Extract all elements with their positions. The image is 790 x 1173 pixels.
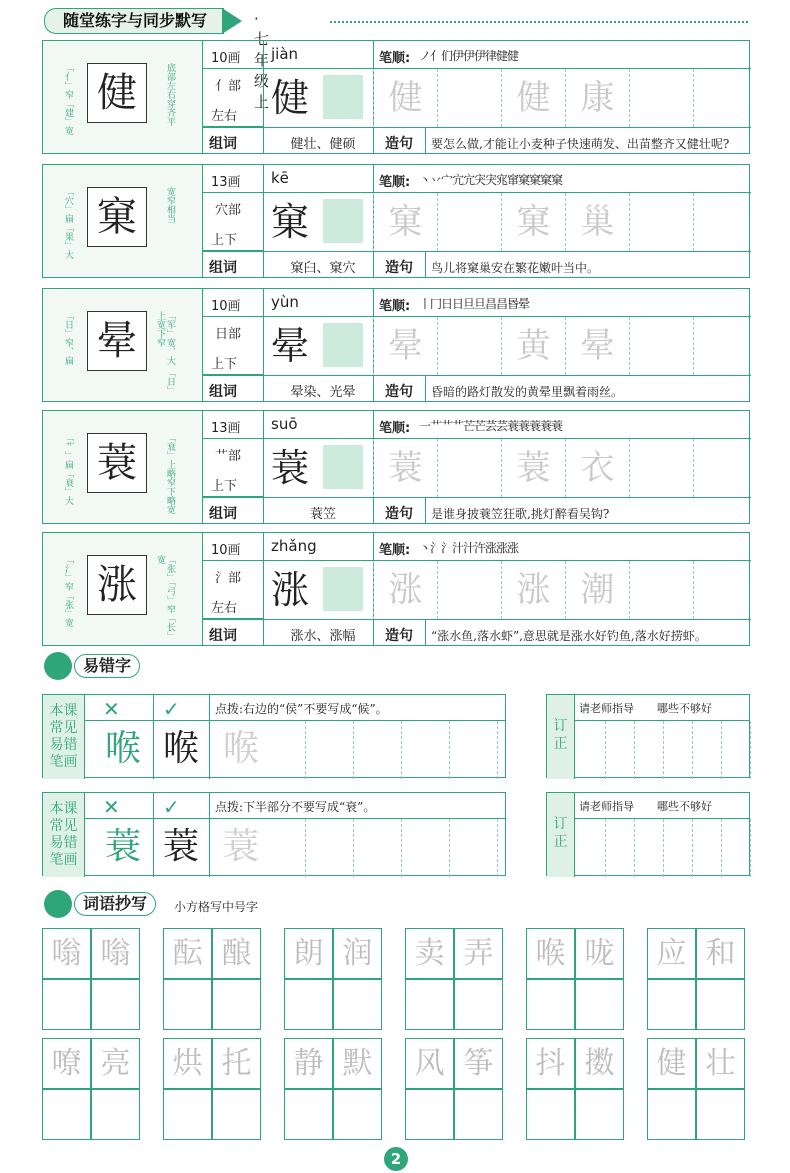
sentence: 是谁身披蓑笠狂歌,挑灯醉看吴钩?	[431, 507, 610, 521]
header-divider	[330, 21, 748, 23]
side-hint-right: 底部左右穿齐平	[165, 63, 175, 126]
copy-blank[interactable]	[405, 1089, 454, 1140]
page-number: 2	[384, 1147, 408, 1171]
practice-cell[interactable]	[693, 69, 751, 127]
copy-blank[interactable]	[212, 1089, 261, 1140]
order-label: 笔顺:	[379, 51, 411, 66]
sentence-label: 造句	[385, 136, 413, 152]
large-char: 晕	[271, 324, 310, 368]
copy-blank[interactable]	[526, 979, 575, 1030]
radical: 氵部	[215, 571, 242, 586]
error-tip: 点拨:下半部分不要写成“衰”。	[215, 800, 376, 814]
copy-char[interactable]: 嗡	[42, 928, 91, 979]
practice-cell[interactable]	[437, 439, 501, 497]
copy-blank[interactable]	[333, 979, 382, 1030]
copy-heading-label: 词语抄写	[74, 892, 156, 916]
copy-char[interactable]: 弄	[454, 928, 503, 979]
copy-blank[interactable]	[647, 1089, 696, 1140]
pinyin: zhǎng	[271, 537, 317, 555]
side-hint-right: 「衰」上略窄下略宽	[165, 433, 175, 514]
order-label: 笔顺:	[379, 543, 411, 558]
ask-teacher: 请老师指导	[579, 800, 634, 813]
practice-cell[interactable]	[693, 439, 751, 497]
copy-blank[interactable]	[696, 1089, 745, 1140]
title-arrow-icon	[222, 8, 242, 34]
ball-icon	[44, 890, 72, 918]
practice-cell[interactable]: 健	[373, 69, 437, 127]
sentence-label: 造句	[385, 506, 413, 522]
copy-char[interactable]: 酝	[163, 928, 212, 979]
copy-char[interactable]: 筝	[454, 1038, 503, 1089]
words: 涨水、涨幅	[290, 629, 356, 644]
structure: 上下	[211, 479, 238, 494]
practice-cell[interactable]: 涨	[373, 561, 437, 619]
copy-blank[interactable]	[647, 979, 696, 1030]
stroke-count: 10画	[211, 51, 241, 66]
ask-what: 哪些不够好	[657, 800, 712, 813]
copy-blank[interactable]	[42, 1089, 91, 1140]
copy-char[interactable]: 嗡	[91, 928, 140, 979]
copy-blank[interactable]	[212, 979, 261, 1030]
error-label: 本课常见易错笔画	[43, 793, 85, 877]
stroke-order: 丨冂日日旦旦昌昌昬晕	[419, 297, 530, 311]
practice-cell[interactable]: 黄	[501, 317, 565, 375]
pinyin: suō	[271, 415, 298, 433]
words: 窠臼、窠穴	[290, 261, 356, 276]
large-char: 涨	[271, 568, 310, 612]
copy-blank[interactable]	[284, 979, 333, 1030]
sentence-label: 造句	[385, 260, 413, 276]
copy-word-cell	[163, 928, 261, 1030]
copy-word-cell	[647, 1038, 745, 1140]
copy-word-cell	[405, 1038, 503, 1140]
side-hint-right: 「军」宽、大 「日」上宽下窄	[155, 311, 175, 395]
copy-char[interactable]: 健	[647, 1038, 696, 1089]
sentence: “涨水鱼,落水虾”,意思就是涨水好钓鱼,落水好捞虾。	[431, 629, 707, 643]
pinyin: kē	[271, 169, 289, 187]
check-mark-icon: ✓	[163, 697, 180, 721]
trace-shadow	[323, 323, 363, 367]
structure: 左右	[211, 601, 238, 616]
order-label: 笔顺:	[379, 421, 411, 436]
model-char: 涨	[87, 555, 147, 615]
sentence-label: 造句	[385, 628, 413, 644]
side-hint-left: 「艹」扁「衰」大	[63, 433, 73, 505]
large-char: 窠	[271, 200, 310, 244]
copy-char[interactable]: 卖	[405, 928, 454, 979]
large-char: 蓑	[271, 446, 310, 490]
copy-word-cell	[284, 1038, 382, 1140]
copy-word-cell	[526, 1038, 624, 1140]
trace-shadow	[323, 199, 363, 243]
practice-cell[interactable]	[693, 193, 751, 251]
practice-cell[interactable]	[629, 69, 693, 127]
copy-char[interactable]: 静	[284, 1038, 333, 1089]
copy-char[interactable]: 擞	[575, 1038, 624, 1089]
copy-char[interactable]: 默	[333, 1038, 382, 1089]
side-hint-left: 「亻」窄「建」宽	[63, 63, 73, 135]
copy-word-cell	[405, 928, 503, 1030]
side-hint-left: 「日」窄、扁	[63, 311, 73, 365]
practice-cell[interactable]	[437, 561, 501, 619]
practice-cell[interactable]: 窠	[373, 193, 437, 251]
radical: 穴部	[215, 203, 242, 218]
trace-shadow	[323, 567, 363, 611]
copy-char[interactable]: 和	[696, 928, 745, 979]
copy-blank[interactable]	[454, 1089, 503, 1140]
stroke-count: 13画	[211, 421, 241, 436]
copy-blank[interactable]	[163, 979, 212, 1030]
copy-char[interactable]: 朗	[284, 928, 333, 979]
stroke-order: 丶氵氵汁汁汻涨涨涨	[419, 541, 519, 555]
errors-heading-label: 易错字	[74, 654, 140, 678]
practice-cell[interactable]: 蓑	[501, 439, 565, 497]
ask-teacher: 请老师指导	[579, 702, 634, 715]
copy-char[interactable]: 酿	[212, 928, 261, 979]
model-char: 蓑	[87, 433, 147, 493]
stroke-count: 10画	[211, 299, 241, 314]
structure: 上下	[211, 233, 238, 248]
check-mark-icon: ✓	[163, 795, 180, 819]
practice-cell[interactable]: 巢	[565, 193, 629, 251]
practice-cell[interactable]	[693, 561, 751, 619]
copy-char[interactable]: 烘	[163, 1038, 212, 1089]
radical: 日部	[215, 327, 242, 342]
error-box	[42, 792, 506, 876]
words-label: 组词	[209, 628, 237, 644]
structure: 上下	[211, 357, 238, 372]
side-hint-right: 「张」「弓」窄「长」宽	[155, 555, 175, 641]
copy-char[interactable]: 风	[405, 1038, 454, 1089]
copy-char[interactable]: 润	[333, 928, 382, 979]
copy-char[interactable]: 托	[212, 1038, 261, 1089]
pinyin: yùn	[271, 293, 299, 311]
copy-char[interactable]: 壮	[696, 1038, 745, 1089]
words: 健壮、健硕	[290, 137, 356, 152]
copy-word-cell	[284, 928, 382, 1030]
copy-word-cell	[42, 1038, 140, 1140]
error-tip: 点拨:右边的“侯”不要写成“候”。	[215, 702, 388, 716]
side-hint-left: 「穴」扁「果」大	[63, 187, 73, 259]
wrong-char: 蓑	[104, 826, 141, 867]
page-title: 随堂练字与同步默写	[44, 8, 224, 34]
copy-char[interactable]: 亮	[91, 1038, 140, 1089]
char-block	[42, 410, 750, 524]
correction-label: 订正	[547, 695, 575, 779]
copy-word-cell	[647, 928, 745, 1030]
copy-blank[interactable]	[91, 1089, 140, 1140]
practice-cell[interactable]: 涨	[501, 561, 565, 619]
wrong-mark-icon: ✕	[103, 697, 120, 721]
sentence: 昏暗的路灯散发的黄晕里飘着雨丝。	[431, 385, 624, 399]
practice-cell[interactable]: 蓑	[373, 439, 437, 497]
words-label: 组词	[209, 384, 237, 400]
copy-char[interactable]: 嘹	[42, 1038, 91, 1089]
char-block	[42, 288, 750, 402]
words-label: 组词	[209, 136, 237, 152]
copy-blank[interactable]	[526, 1089, 575, 1140]
stroke-count: 10画	[211, 543, 241, 558]
order-label: 笔顺:	[379, 299, 411, 314]
practice-cell[interactable]	[629, 439, 693, 497]
correction-label: 订正	[547, 793, 575, 877]
ask-what: 哪些不够好	[657, 702, 712, 715]
radical: 亻部	[215, 79, 242, 94]
copy-blank[interactable]	[284, 1089, 333, 1140]
practice-cell[interactable]: 晕	[565, 317, 629, 375]
correction-box	[546, 694, 750, 778]
char-block	[42, 40, 750, 154]
sentence: 鸟儿将窠巢安在繁花嫩叶当中。	[431, 261, 600, 275]
order-label: 笔顺:	[379, 175, 411, 190]
practice-cell[interactable]	[437, 317, 501, 375]
error-box	[42, 694, 506, 778]
wrong-mark-icon: ✕	[103, 795, 120, 819]
practice-cell[interactable]	[629, 561, 693, 619]
copy-char[interactable]: 咙	[575, 928, 624, 979]
copy-blank[interactable]	[42, 979, 91, 1030]
side-hint-right: 宽窄相当	[165, 187, 175, 223]
copy-word-cell	[526, 928, 624, 1030]
model-char: 晕	[87, 311, 147, 371]
model-char: 健	[87, 63, 147, 123]
stroke-order: ノ亻们伊伊伊律健健	[419, 49, 519, 63]
practice-cell[interactable]: 窠	[501, 193, 565, 251]
copy-blank[interactable]	[575, 1089, 624, 1140]
practice-cell[interactable]	[629, 193, 693, 251]
practice-cell[interactable]: 潮	[565, 561, 629, 619]
grade-label: 七年级上	[254, 30, 270, 111]
large-char: 健	[271, 76, 310, 120]
wrong-char: 喉	[104, 728, 141, 769]
radical: 艹部	[215, 449, 242, 464]
copy-char[interactable]: 应	[647, 928, 696, 979]
stroke-order: 一艹艹艹芒芒芸芸蓑蓑蓑蓑蓑	[419, 419, 563, 433]
copy-blank[interactable]	[454, 979, 503, 1030]
side-hint-left: 「氵」窄「张」宽	[63, 555, 73, 627]
words: 晕染、光晕	[290, 385, 356, 400]
practice-cell[interactable]: 健	[501, 69, 565, 127]
copy-blank[interactable]	[333, 1089, 382, 1140]
right-char: 喉	[162, 728, 199, 769]
copy-note: 小方格写中号字	[174, 900, 259, 914]
sentence-label: 造句	[385, 384, 413, 400]
pinyin: jiàn	[271, 45, 299, 63]
copy-word-cell	[42, 928, 140, 1030]
copy-blank[interactable]	[696, 979, 745, 1030]
error-label: 本课常见易错笔画	[43, 695, 85, 779]
copy-blank[interactable]	[91, 979, 140, 1030]
trace-shadow	[323, 445, 363, 489]
right-char: 蓑	[162, 826, 199, 867]
structure: 左右	[211, 109, 238, 124]
words-label: 组词	[209, 506, 237, 522]
copy-blank[interactable]	[163, 1089, 212, 1140]
stroke-order: 丶丷宀宂宂宊宊宨窜窠窠窠窠	[419, 173, 563, 187]
correction-box	[546, 792, 750, 876]
trace-shadow	[323, 75, 363, 119]
copy-blank[interactable]	[405, 979, 454, 1030]
ball-icon	[44, 652, 72, 680]
practice-cell[interactable]	[437, 69, 501, 127]
words: 蓑笠	[309, 507, 336, 522]
trace-char[interactable]: 喉	[222, 728, 259, 769]
words-label: 组词	[209, 260, 237, 276]
copy-char[interactable]: 抖	[526, 1038, 575, 1089]
char-block	[42, 164, 750, 278]
trace-char[interactable]: 蓑	[222, 826, 259, 867]
sentence: 要怎么做,才能让小麦种子快速萌发、出苗整齐又健壮呢?	[431, 137, 730, 151]
practice-cell[interactable]	[629, 317, 693, 375]
practice-cell[interactable]	[693, 317, 751, 375]
grade-dot: ·	[254, 10, 259, 28]
copy-blank[interactable]	[575, 979, 624, 1030]
practice-cell[interactable]	[437, 193, 501, 251]
practice-cell[interactable]: 晕	[373, 317, 437, 375]
practice-cell[interactable]: 衣	[565, 439, 629, 497]
copy-word-cell	[163, 1038, 261, 1140]
practice-cell[interactable]: 康	[565, 69, 629, 127]
model-char: 窠	[87, 187, 147, 247]
stroke-count: 13画	[211, 175, 241, 190]
copy-char[interactable]: 喉	[526, 928, 575, 979]
char-block	[42, 532, 750, 646]
